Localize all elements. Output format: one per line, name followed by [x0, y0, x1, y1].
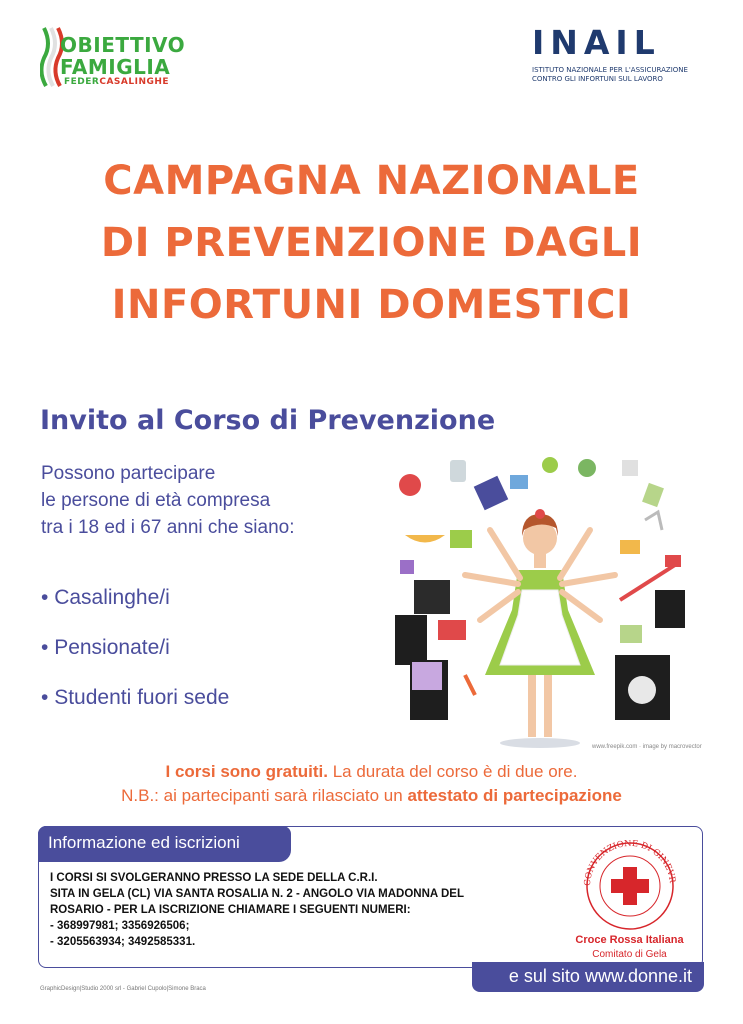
course-info: I corsi sono gratuiti. La durata del corso è di due ore. N.B.: ai partecipanti sarà rilasciato un attestato di partecipazione — [121, 762, 622, 805]
image-credit: www.freepik.com · image by macrovector — [592, 744, 702, 750]
inail-logo — [532, 24, 712, 84]
cri-name: Croce Rossa Italiana — [575, 934, 684, 946]
info-body: I CORSI SI SVOLGERANNO PRESSO LA SEDE DELLA C.R.I. SITA IN GELA (CL) VIA SANTA ROSALIA N. 2 - ANGOLO VIA MADONNA DEL ROSARIO - PER LA ISCRIZIONE CHIAMARE I SEGUENTI NUMERI: - 368997981; 3356926506; - 3205563934; 3492585331. — [50, 872, 464, 948]
list-item: • Studenti fuori sede — [41, 686, 229, 736]
red-cross-seal-icon — [562, 840, 697, 932]
inail-wordmark: INAIL — [532, 23, 661, 62]
cri-branch: Comitato di Gela — [592, 949, 667, 960]
obiettivo-famiglia-logo — [40, 22, 220, 94]
eligibility-text: Possono partecipare le persone di età compresa tra i 18 ed i 67 anni che siano: — [41, 463, 295, 538]
website-link[interactable]: e sul sito www.donne.it — [472, 962, 704, 992]
design-credit: GraphicDesign|Studio 2000 srl - Gabriel Cupolo|Simone Braca — [40, 986, 206, 992]
logo-subtitle: FEDERCASALINGHE — [64, 77, 170, 87]
cri-logo — [562, 840, 697, 960]
info-tab: Informazione ed iscrizioni — [38, 826, 291, 862]
list-item: • Pensionate/i — [41, 636, 229, 686]
svg-text:CONVENZIONE DI GINEVRA 22 AGOS: CONVENZIONE DI GINEVR — [582, 840, 677, 887]
list-item: • Casalinghe/i — [41, 586, 229, 636]
logo-text: OBIETTIVO FAMIGLIA — [60, 33, 186, 79]
eligibility-list — [41, 586, 229, 736]
housewife-illustration — [390, 450, 690, 750]
invitation-title: Invito al Corso di Prevenzione — [40, 405, 496, 436]
campaign-headline: CAMPAGNA NAZIONALE DI PREVENZIONE DAGLI INFORTUNI DOMESTICI — [100, 158, 643, 328]
inail-subtitle: ISTITUTO NAZIONALE PER L'ASSICURAZIONE CONTRO GLI INFORTUNI SUL LAVORO — [532, 66, 688, 83]
